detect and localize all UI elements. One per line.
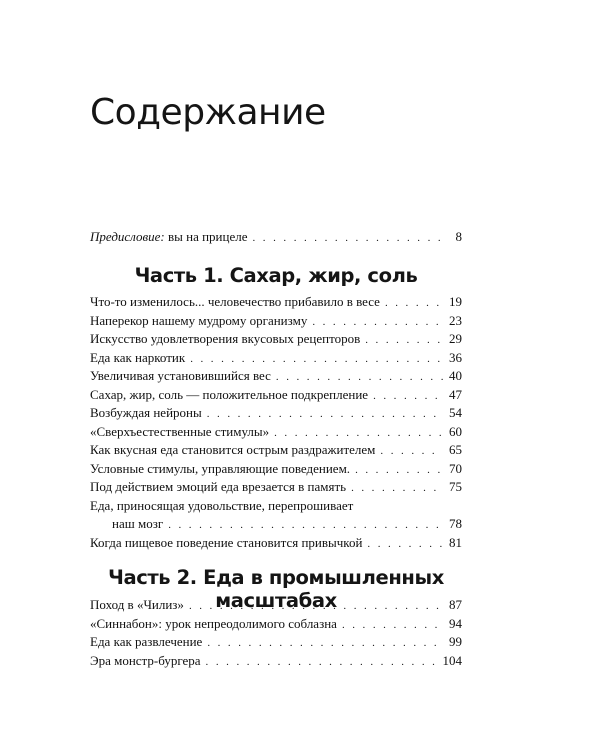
- entry-label-continued: наш мозг: [112, 516, 164, 531]
- part-2-list: [90, 596, 462, 670]
- toc-entry[interactable]: [90, 596, 462, 615]
- preface-rest: вы на прицеле: [164, 229, 248, 244]
- dot-leader: [385, 294, 443, 313]
- toc-entry[interactable]: [90, 293, 462, 312]
- page-number: 19: [449, 294, 462, 309]
- page-number: 81: [449, 534, 462, 550]
- entry-label: Еда, приносящая удовольствие, перепрошивает: [90, 497, 354, 513]
- dot-leader: [206, 653, 438, 672]
- entry-label: Наперекор нашему мудрому организму: [90, 312, 308, 328]
- page-number: 23: [449, 312, 462, 328]
- page-number: 70: [449, 460, 462, 476]
- part-1-list: [90, 293, 462, 552]
- page-number: 8: [455, 229, 462, 244]
- toc-entry[interactable]: [90, 633, 462, 652]
- entry-label: [90, 228, 248, 247]
- entry-label: Возбуждая нейроны: [90, 405, 202, 420]
- toc-entry[interactable]: [90, 367, 462, 386]
- dot-leader: [351, 479, 443, 498]
- entry-label: Еда как наркотик: [90, 349, 186, 365]
- entry-label: «Сверхъестественные стимулы»: [90, 423, 270, 439]
- toc-entry[interactable]: [90, 534, 462, 553]
- page-number: 104: [442, 652, 462, 668]
- page-number: 78: [449, 516, 462, 531]
- entry-label: Что-то изменилось... человечество прибавило в весе: [90, 294, 380, 309]
- dot-leader: [253, 229, 444, 248]
- part-2-heading: Часть 2. Еда в промышленных масштабах: [108, 566, 444, 612]
- toc-entry[interactable]: [90, 615, 462, 634]
- toc-entry[interactable]: [90, 349, 462, 368]
- toc-entry[interactable]: [90, 441, 462, 460]
- page-number: 75: [449, 479, 462, 494]
- page-number: 65: [449, 442, 462, 457]
- dot-leader: [207, 405, 443, 424]
- entry-label: Искусство удовлетворения вкусовых рецепторов: [90, 331, 361, 346]
- toc-entry-preface[interactable]: [90, 228, 462, 247]
- entry-label: Еда как развлечение: [90, 634, 203, 649]
- dot-leader: [355, 461, 443, 480]
- page-number: 87: [449, 597, 462, 612]
- toc-entry[interactable]: [90, 478, 462, 497]
- dot-leader: [168, 516, 443, 535]
- toc-entry[interactable]: [90, 460, 462, 479]
- entry-label: Поход в «Чилиз»: [90, 597, 184, 612]
- page-number: 54: [449, 405, 462, 420]
- dot-leader: [312, 313, 443, 332]
- page-number: 94: [449, 615, 462, 631]
- entry-label: Условные стимулы, управляющие поведением.: [90, 460, 351, 476]
- dot-leader: [380, 442, 443, 461]
- entry-label: Сахар, жир, соль — положительное подкрепление: [90, 386, 369, 402]
- dot-leader: [189, 597, 443, 616]
- preface-italic: Предисловие:: [90, 229, 165, 244]
- dot-leader: [276, 368, 443, 387]
- page-number: 29: [449, 331, 462, 346]
- entry-label: «Синнабон»: урок непреодолимого соблазна: [90, 615, 337, 631]
- preface-list: [90, 228, 462, 247]
- toc-entry[interactable]: [90, 423, 462, 442]
- dot-leader: [190, 350, 443, 369]
- entry-label: Увеличивая установившийся вес: [90, 368, 271, 383]
- page-number: 99: [449, 634, 462, 649]
- dot-leader: [373, 387, 443, 406]
- entry-label: Под действием эмоций еда врезается в память: [90, 479, 347, 494]
- entry-label: Когда пищевое поведение становится привычкой: [90, 534, 363, 550]
- toc-entry[interactable]: [90, 404, 462, 423]
- toc-entry-multiline-start[interactable]: [90, 497, 462, 516]
- toc-entry[interactable]: [90, 652, 462, 671]
- dot-leader: [274, 424, 443, 443]
- toc-entry[interactable]: [90, 330, 462, 349]
- dot-leader: [367, 535, 443, 554]
- dot-leader: [342, 616, 443, 635]
- page-number: 47: [449, 386, 462, 402]
- dot-leader: [207, 634, 443, 653]
- toc-entry[interactable]: [90, 386, 462, 405]
- page-title: Содержание: [90, 92, 326, 133]
- toc-entry-multiline-end[interactable]: [90, 515, 462, 534]
- page-number: 60: [449, 423, 462, 439]
- part-1-heading: Часть 1. Сахар, жир, соль: [134, 264, 418, 287]
- entry-label: Эра монстр-бургера: [90, 652, 201, 668]
- page-number: 36: [449, 349, 462, 365]
- toc-entry[interactable]: [90, 312, 462, 331]
- page-number: 40: [449, 368, 462, 383]
- entry-label: Как вкусная еда становится острым раздражителем: [90, 442, 376, 457]
- dot-leader: [365, 331, 443, 350]
